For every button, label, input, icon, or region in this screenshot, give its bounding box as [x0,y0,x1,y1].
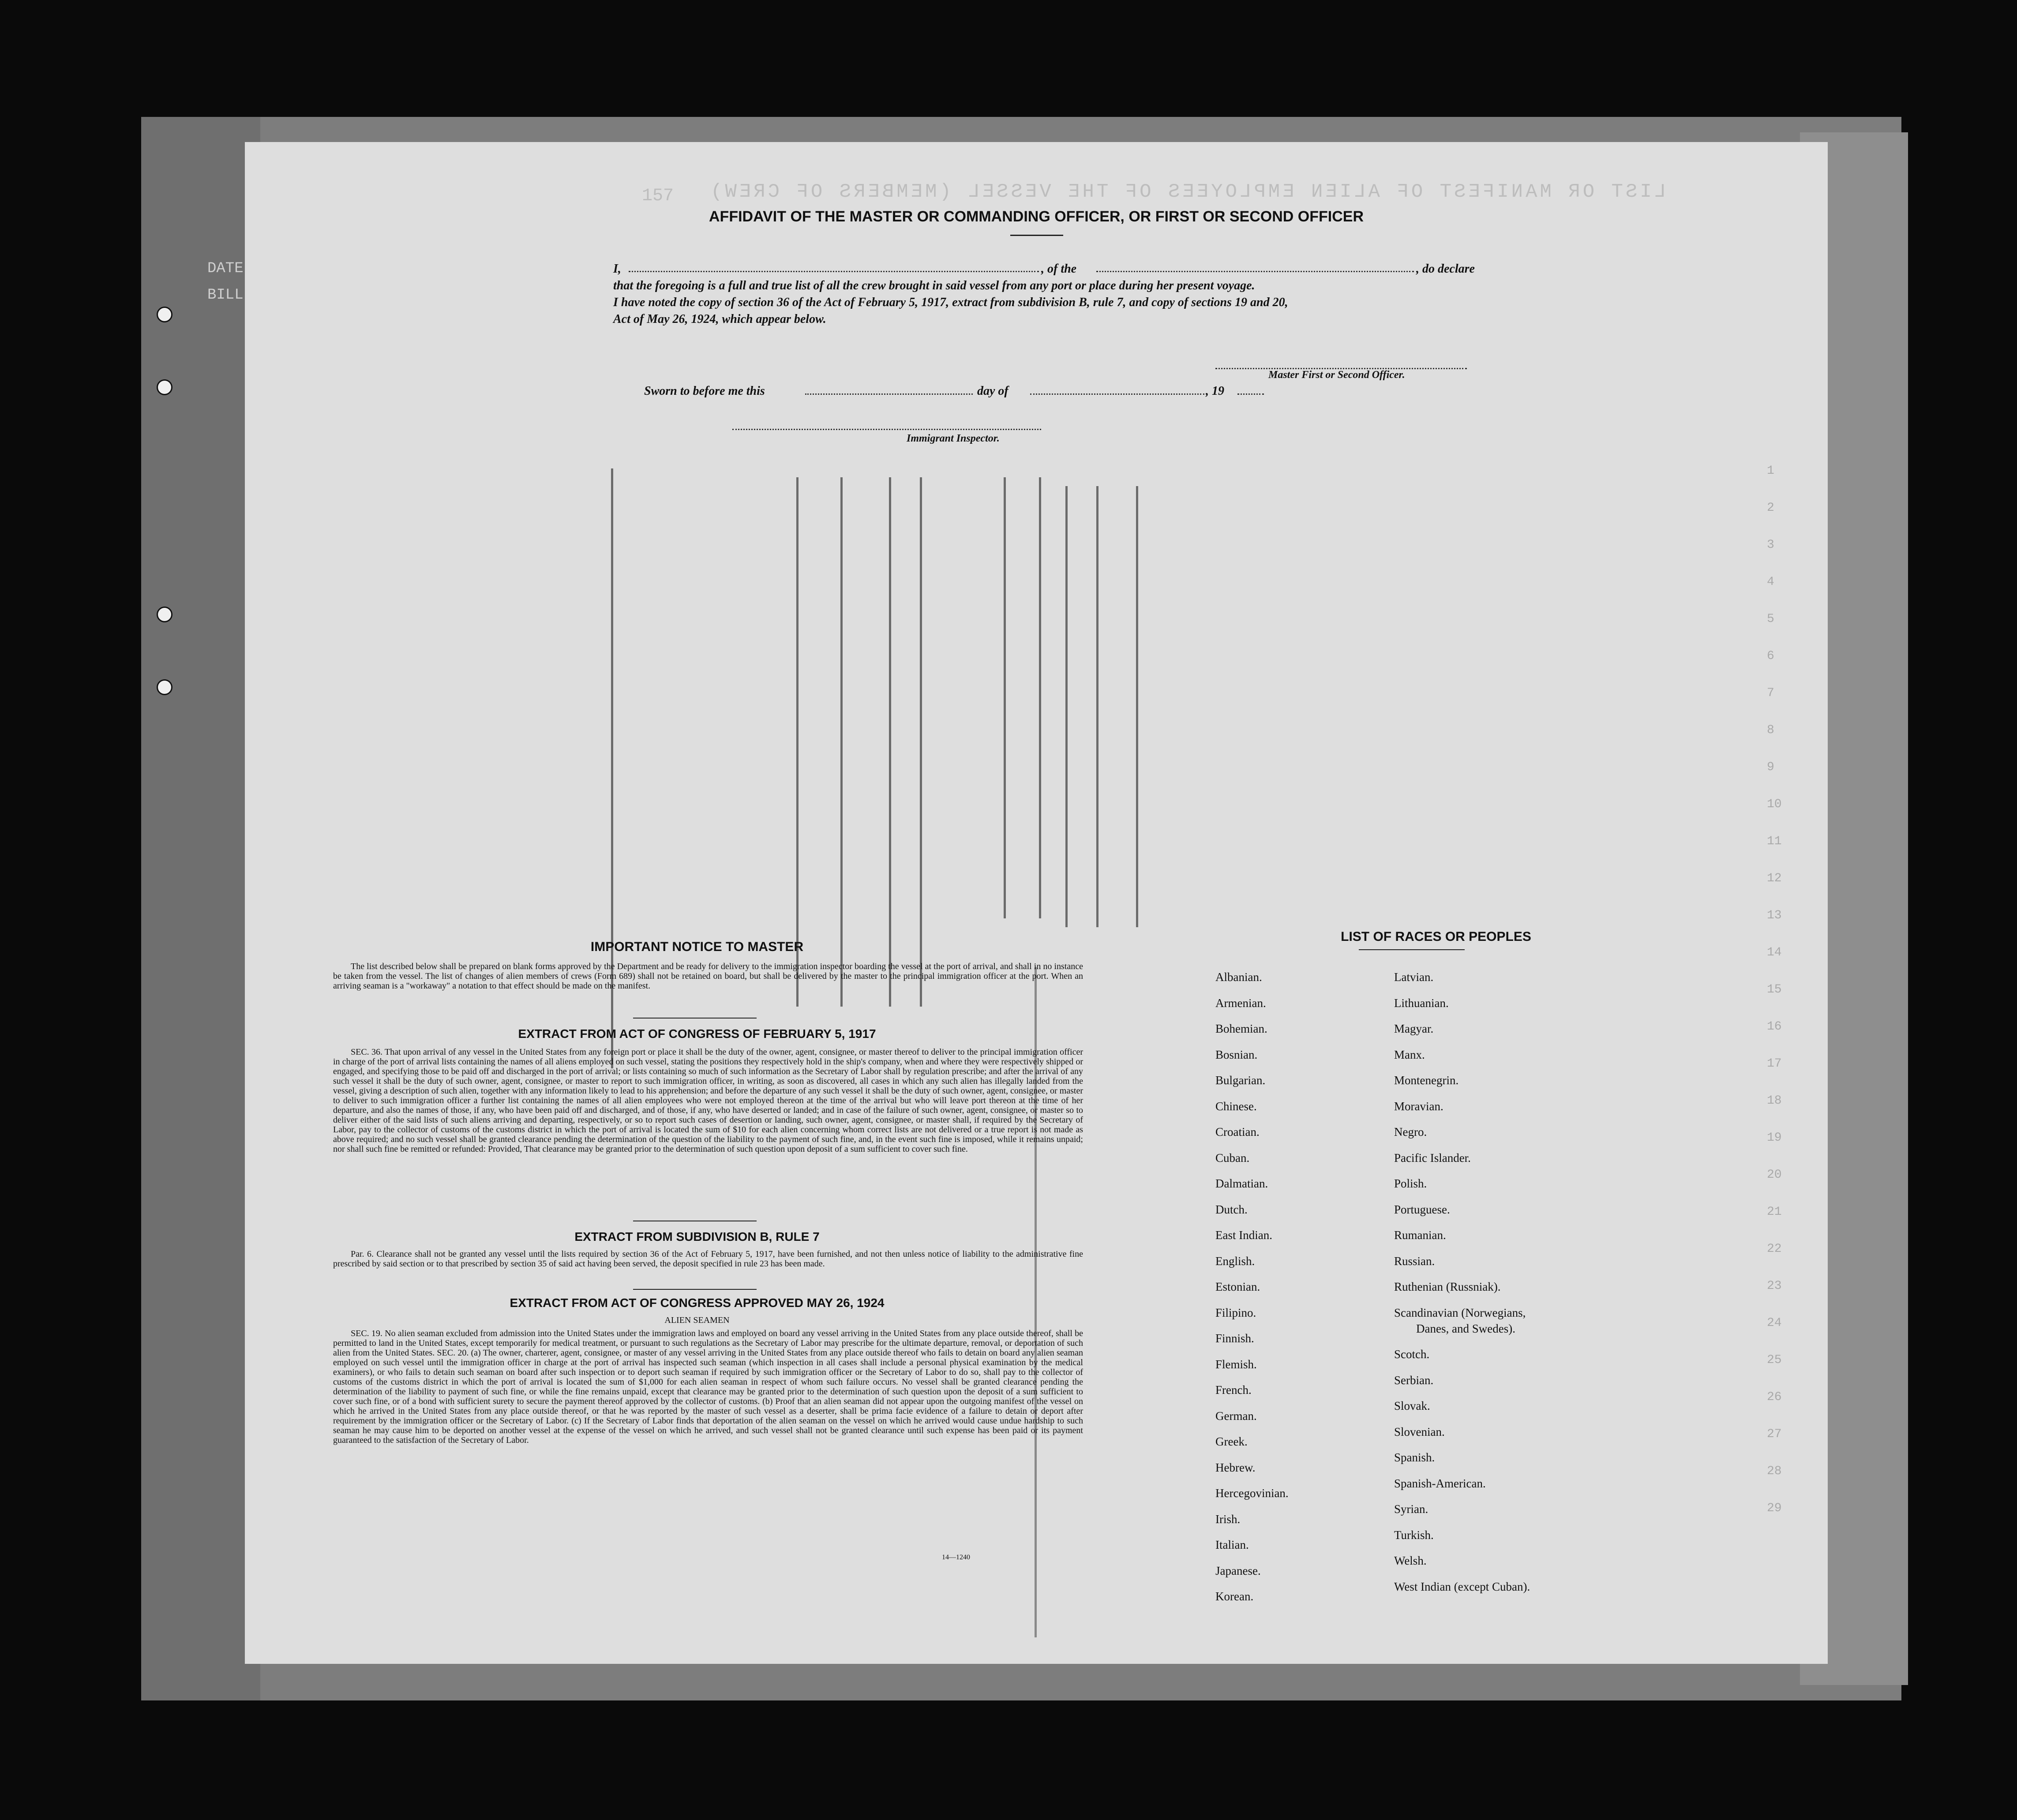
ghost-column-line [1039,477,1041,918]
race-item: Dalmatian. [1215,1177,1268,1190]
notice-body: The list described below shall be prepared on blank forms approved by the Department and be ready for delivery to the immigration inspector boarding the vessel at the port of arrival, and shall in no instance be taken from the vessel. The list of changes of alien members of crews (Form 689) shall not be retained on board, but shall be delivered by the master to the principal immigration officer at the port. When an arriving seaman is a "workaway" a notation to that effect should be made on the manifest. [333,962,1083,991]
ghost-row-number: 1 [1767,464,1774,478]
race-item-continuation: Danes, and Swedes). [1416,1322,1515,1335]
race-item: Manx. [1394,1048,1425,1061]
extract-1917-title: EXTRACT FROM ACT OF CONGRESS OF FEBRUARY 5, 1917 [518,1027,876,1041]
extract-rule7-title: EXTRACT FROM SUBDIVISION B, RULE 7 [574,1230,820,1243]
ghost-column-line [920,477,922,1007]
affidavit-line-2: that the foregoing is a full and true list of all the crew brought in said vessel from any port or place during her present voyage. [613,279,1255,292]
race-item: Latvian. [1394,970,1434,984]
ghost-row-number: 25 [1767,1353,1782,1367]
race-item: English. [1215,1254,1255,1268]
race-item: Magyar. [1394,1022,1434,1035]
ghost-date-label: DATE [207,260,244,277]
ghost-row-number: 24 [1767,1316,1782,1330]
race-item: Cuban. [1215,1151,1250,1165]
race-item: Ruthenian (Russniak). [1394,1280,1501,1293]
ghost-row-number: 5 [1767,612,1774,626]
affidavit-do-declare-label: , do declare [1416,262,1475,276]
race-item: Pacific Islander. [1394,1151,1471,1165]
race-item: Scandinavian (Norwegians, [1394,1306,1526,1319]
race-item: Estonian. [1215,1280,1260,1293]
race-item: Japanese. [1215,1564,1261,1577]
extract-rule7-body: Par. 6. Clearance shall not be granted any vessel until the lists required by section 36 of the Act of February 5, 1917, have been furnished, and not then unless notice of liability to the administrative fine prescribed by said section or to that prescribed by section 35 of said act having been served, the deposit specified in rule 23 has been made. [333,1249,1083,1269]
race-item: Spanish-American. [1394,1476,1486,1490]
ghost-row-number: 6 [1767,649,1774,663]
ghost-row-number: 3 [1767,538,1774,552]
race-item: Filipino. [1215,1306,1256,1319]
ghost-column-line [1136,486,1138,927]
race-item: Bulgarian. [1215,1074,1266,1087]
binder-hole [157,607,172,622]
race-item: Russian. [1394,1254,1435,1268]
affidavit-title: AFFIDAVIT OF THE MASTER OR COMMANDING OFFICER, OR FIRST OR SECOND OFFICER [709,208,1364,225]
ghost-row-number: 20 [1767,1168,1782,1182]
race-item: Scotch. [1394,1348,1430,1361]
race-item: Bosnian. [1215,1048,1258,1061]
ghost-row-number: 12 [1767,872,1782,885]
sworn-month-field[interactable] [1030,393,1204,395]
ghost-column-line [1004,477,1006,918]
races-divider [1359,949,1465,950]
affidavit-of-the-label: , of the [1041,262,1077,276]
race-item: Rumanian. [1394,1228,1446,1242]
section-divider [633,1018,757,1019]
race-item: Lithuanian. [1394,996,1449,1010]
race-item: Polish. [1394,1177,1427,1190]
race-item: Albanian. [1215,970,1262,984]
race-item: East Indian. [1215,1228,1272,1242]
form-number: 14—1240 [942,1554,970,1561]
title-divider [1010,235,1063,236]
ghost-row-number: 4 [1767,575,1774,589]
ghost-row-number: 13 [1767,909,1782,922]
ghost-column-line [1065,486,1068,927]
binder-hole [157,379,172,395]
ghost-row-number: 10 [1767,798,1782,811]
race-item: Irish. [1215,1512,1241,1526]
race-item: Flemish. [1215,1357,1257,1371]
ghost-row-number: 15 [1767,983,1782,996]
ghost-bill-label: BILL [207,287,244,303]
affidavit-line-3: I have noted the copy of section 36 of the Act of February 5, 1917, extract from subdivision B, rule 7, and copy of sections 19 and 20, [613,296,1288,309]
race-item: Italian. [1215,1538,1249,1551]
race-item: Hercegovinian. [1215,1487,1289,1500]
ghost-row-number: 16 [1767,1020,1782,1034]
ghost-row-number: 7 [1767,686,1774,700]
race-item: Spanish. [1394,1451,1435,1464]
ghost-column-line [889,477,891,1007]
race-item: Greek. [1215,1435,1248,1448]
ghost-row-number: 19 [1767,1131,1782,1145]
page-binding-edge [141,117,260,1700]
ghost-column-line [796,477,799,1007]
race-item: Portuguese. [1394,1202,1450,1216]
race-item: German. [1215,1409,1257,1423]
ghost-row-number: 9 [1767,760,1774,774]
sworn-label: Sworn to before me this [644,384,765,398]
master-name-field[interactable] [629,271,1039,272]
ghost-page-number: 157 [642,186,674,206]
extract-1924-body: SEC. 19. No alien seaman excluded from admission into the United States under the immigration laws and employed on board any vessel arriving in the United States from any place outside thereof, shall be permitted to land in the United States, except temporarily for medical treatment, or pursuant to such regulations as the Secretary of Labor may prescribe for the ultimate departure, removal, or deportation of such alien from the United States. SEC. 20. (a) The owner, charterer, agent, consignee, or master of any vessel arriving in the United States from any place outside thereof who fails to detain on board any alien seaman employed on such vessel until the immigration officer in charge at the port of arrival has inspected such seaman (which inspection in all cases shall include a personal physical examination by the medical examiners), or who fails to detain such seaman on board after such inspection or to deport such seaman if required by such immigration officer or the Secretary of Labor to do so, shall pay to the collector of customs of the customs district in which the port of arrival is located the sum of $1,000 for each alien seaman in respect of whom such failure occurs. No vessel shall be granted clearance pending the determination of the liability to payment of such fine, or while the fine remains unpaid, except that clearance may be granted prior to the determination of such question upon the deposit of a sum sufficient to cover such fine, or of a bond with sufficient surety to secure the payment thereof approved by the collector of customs. (b) Proof that an alien seaman did not appear upon the outgoing manifest of the vessel on which he arrived in the United States from any place outside thereof, or that he was reported by the master of such vessel as a deserter, shall be prima facie evidence of a failure to detain or deport after requirement by the immigration officer or the Secretary of Labor. (c) If the Secretary of Labor finds that deportation of the alien seaman on the vessel on which he arrived would cause undue hardship to such seaman he may cause him to be deported on another vessel at the expense of the vessel on which he arrived, and such vessel shall not be granted clearance until such expense has been paid or its payment guaranteed to the satisfaction of the Secretary of Labor. [333,1329,1083,1445]
ghost-row-number: 28 [1767,1464,1782,1478]
race-item: West Indian (except Cuban). [1394,1580,1530,1593]
race-item: French. [1215,1383,1252,1397]
sworn-day-field[interactable] [805,393,973,395]
master-signature-caption: Master First or Second Officer. [1268,369,1405,381]
race-item: Syrian. [1394,1502,1428,1516]
ghost-row-number: 8 [1767,723,1774,737]
ghost-column-line [1096,486,1098,927]
race-item: Dutch. [1215,1202,1248,1216]
race-item: Slovenian. [1394,1425,1445,1438]
ghost-row-number: 22 [1767,1242,1782,1256]
extract-1924-subtitle: ALIEN SEAMEN [664,1315,730,1325]
ghost-row-number: 18 [1767,1094,1782,1108]
ghost-manifest-header: LIST OR MANIFEST OF ALIEN EMPLOYEES OF THE VESSEL (MEMBERS OF CREW) [708,181,1666,203]
affidavit-sheet [245,142,1828,1664]
race-item: Hebrew. [1215,1460,1256,1474]
vessel-name-field[interactable] [1096,271,1414,272]
extract-1917-body: SEC. 36. That upon arrival of any vessel in the United States from any foreign port or place it shall be the duty of the owner, agent, consignee, or master thereof to deliver to the principal immigration officer in charge of the port of arrival lists containing the names of all aliens employed on such vessel, stating the positions they respectively hold in the ship's company, when and where they were respectively shipped or engaged, and specifying those to be paid off and discharged in the port of arrival; or lists containing so much of such information as the Secretary of Labor shall by regulation prescribe; and after the arrival of any such vessel it shall be the duty of such owner, agent, consignee, or master to report to such immigration officer, in writing, as soon as discovered, all cases in which any such alien has illegally landed from the vessel, giving a description of such alien, together with any information likely to lead to his apprehension; and before the departure of any such vessel it shall be the duty of such owner, agent, consignee, or master to deliver to such immigration officer a further list containing the names of all alien employees who were not employed thereon at the time of the arrival but who will leave port thereon at the time of her departure, and also the names of those, if any, who have been paid off and discharged, and of those, if any, who have deserted or landed; and in case of the failure of such owner, agent, consignee, or master so to deliver either of the said lists of such aliens arriving and departing, respectively, or so to report such cases of desertion or landing, such owner, agent, consignee, or master shall, if required by the Secretary of Labor, pay to the collector of customs of the customs district in which the port of arrival is located the sum of $10 for each alien concerning whom correct lists are not delivered or a true report is not made as above required; and no such vessel shall be granted clearance pending the determination of the question of the liability to the payment of such fine, and, in the event such fine is imposed, while it remains unpaid; nor shall such fine be remitted or refunded: Provided, That clearance may be granted prior to the determination of such question upon deposit of a sum sufficient to cover such fine. [333,1047,1083,1154]
race-item: Slovak. [1394,1399,1430,1412]
ghost-row-number: 27 [1767,1427,1782,1441]
race-item: Croatian. [1215,1125,1260,1138]
inspector-caption: Immigrant Inspector. [907,433,1000,444]
ghost-row-number: 21 [1767,1205,1782,1219]
race-item: Armenian. [1215,996,1266,1010]
race-item: Chinese. [1215,1099,1257,1113]
extract-1924-title: EXTRACT FROM ACT OF CONGRESS APPROVED MAY 26, 1924 [510,1296,885,1310]
binder-hole [157,679,172,695]
ghost-row-number: 29 [1767,1502,1782,1515]
race-item: Turkish. [1394,1528,1434,1542]
ghost-row-number: 11 [1767,835,1782,848]
affidavit-line-4: Act of May 26, 1924, which appear below. [613,312,826,326]
notice-title: IMPORTANT NOTICE TO MASTER [590,940,804,954]
race-item: Moravian. [1394,1099,1443,1113]
races-title: LIST OF RACES OR PEOPLES [1341,929,1531,944]
affidavit-i-label: I, [613,262,621,276]
section-divider [633,1289,757,1290]
race-item: Serbian. [1394,1373,1434,1387]
binder-hole [157,307,172,322]
race-item: Bohemian. [1215,1022,1267,1035]
year-label: , 19 [1206,384,1224,398]
sworn-year-field[interactable] [1237,393,1264,395]
race-item: Montenegrin. [1394,1074,1459,1087]
race-item: Welsh. [1394,1554,1427,1567]
day-of-label: day of [977,384,1008,398]
ghost-row-number: 26 [1767,1390,1782,1404]
ghost-row-number: 2 [1767,501,1774,515]
ghost-row-number: 17 [1767,1057,1782,1071]
ghost-row-number: 14 [1767,946,1782,959]
race-item: Finnish. [1215,1332,1254,1345]
ghost-row-number: 23 [1767,1279,1782,1293]
ghost-column-line [840,477,843,1007]
race-item: Negro. [1394,1125,1427,1138]
race-item: Korean. [1215,1590,1254,1603]
